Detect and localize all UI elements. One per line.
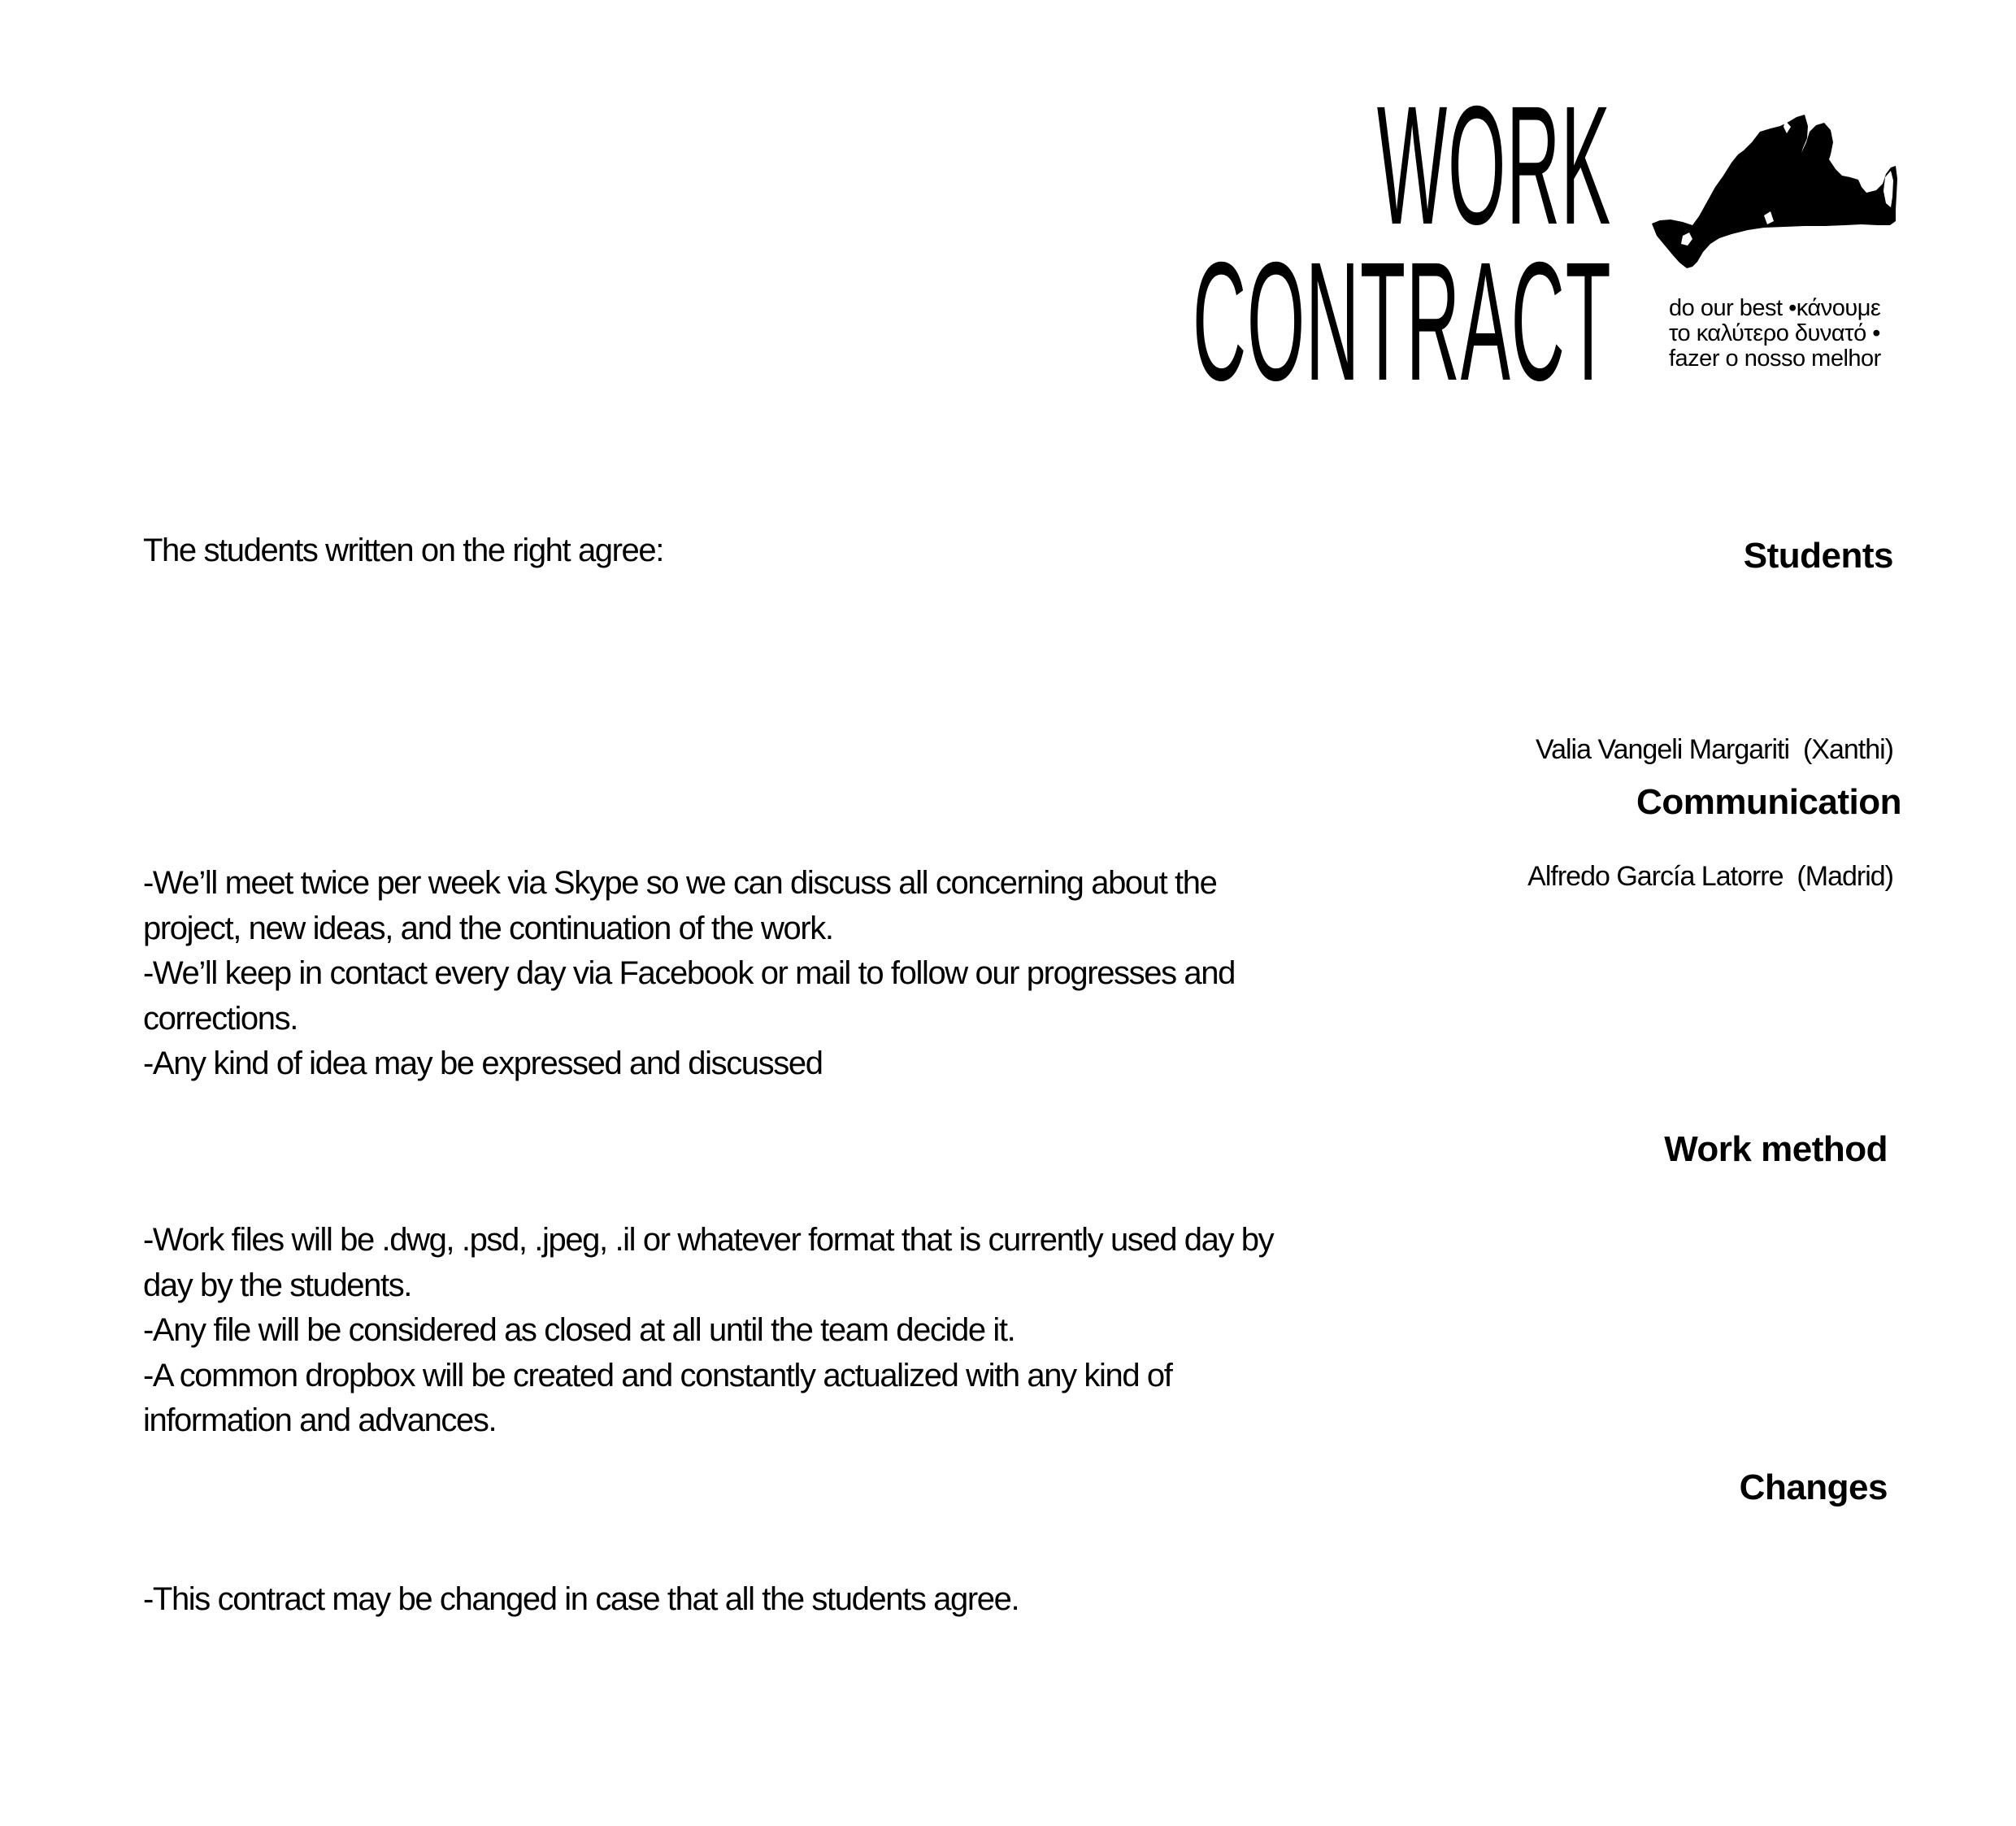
section-heading-work-method: Work method [1664,1129,1888,1169]
text-line: -Work files will be .dwg, .psd, .jpeg, .il or whatever format that is currently used day by [143,1222,1274,1258]
island-silhouette-icon [1642,106,1910,276]
text-line: -A common dropbox will be created and constantly actualized with any kind of [143,1357,1172,1393]
work-method-text [143,1218,1273,1444]
text-line: corrections. [143,1000,298,1037]
student-name: Valia Vangeli Margariti (Xanthi) [1535,734,1893,765]
text-line: -Any kind of idea may be expressed and discussed [143,1046,823,1081]
tagline-line: do our best •κάνουμε [1669,295,1881,321]
text-line: project, new ideas, and the continuation of the work. [143,910,833,946]
section-heading-students: Students [1743,536,1893,576]
section-heading-communication: Communication [1636,782,1901,822]
text-line: day by the students. [143,1267,412,1303]
tagline-line: το καλύτερο δυνατό • [1669,320,1880,346]
section-heading-changes: Changes [1739,1467,1888,1507]
tagline-line: fazer o nosso melhor [1669,346,1881,372]
changes-text [143,1577,1019,1623]
title-work: WORK [1376,72,1611,260]
text-line: -We’ll meet twice per week via Skype so we can discuss all concerning about the [143,865,1217,901]
text-line: -We’ll keep in contact every day via Facebook or mail to follow our progresses and [143,955,1235,991]
text-line: -Any file will be considered as closed at all until the team decide it. [143,1312,1015,1348]
title-contract: CONTRACT [1192,228,1611,416]
intro-text: The students written on the right agree: [143,533,663,568]
text-line: -This contract may be changed in case that all the students agree. [143,1581,1019,1617]
tagline [1669,296,1881,372]
text-line: information and advances. [143,1402,497,1438]
communication-text [143,861,1235,1087]
student-name: Alfredo García Latorre (Madrid) [1527,861,1893,892]
